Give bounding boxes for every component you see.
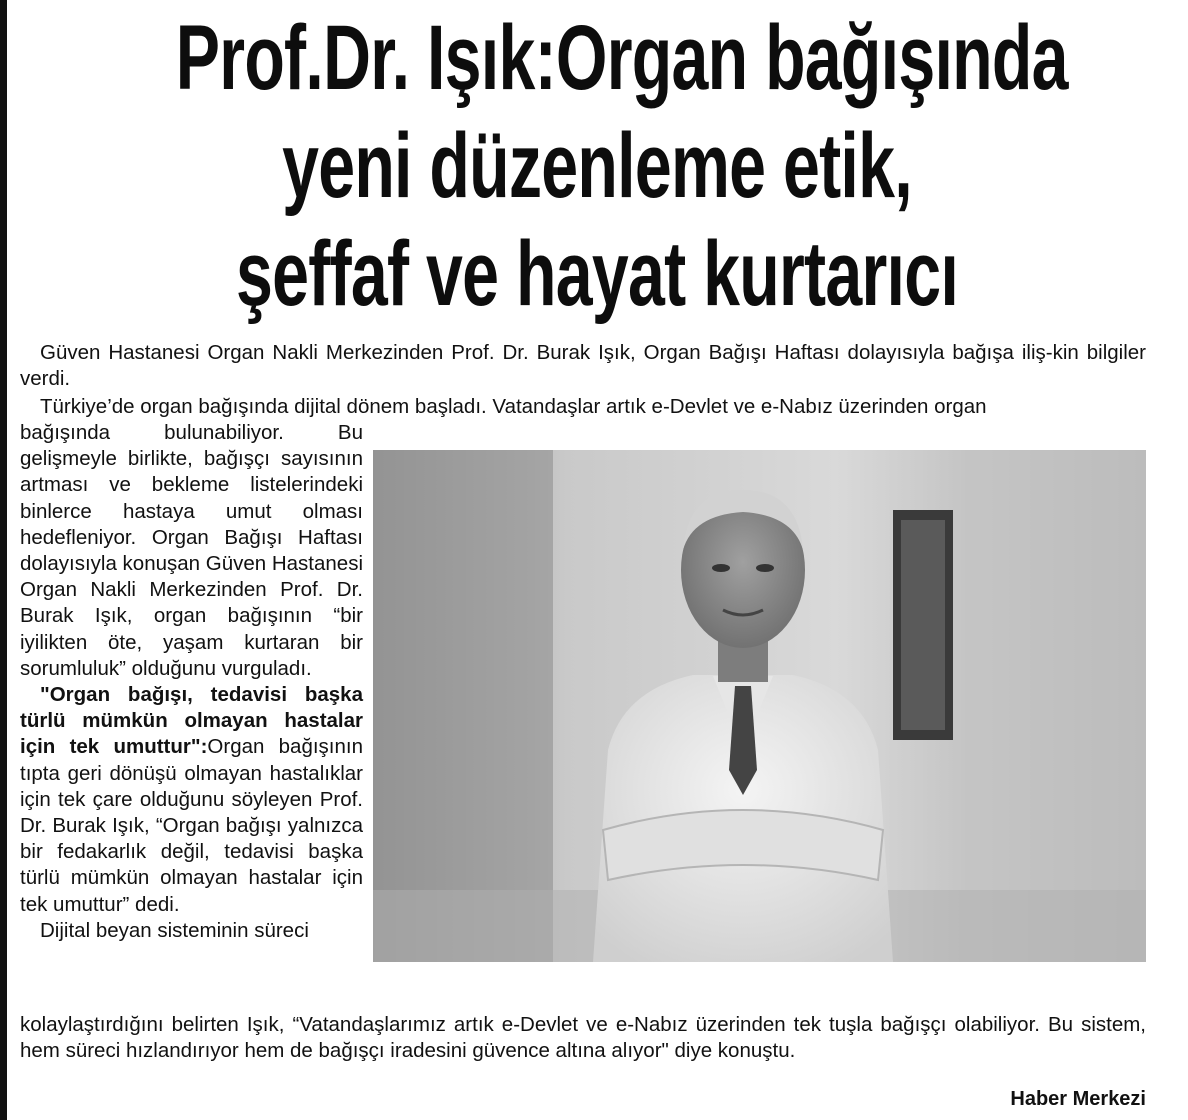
paragraph-1-lead: Türkiye’de organ bağışında dijital dönem başladı. Vatandaşlar artık e-Devlet ve e-Nabız üzerinden organ — [40, 395, 987, 418]
column-text — [20, 420, 363, 944]
headline — [12, 4, 1182, 328]
page-edge-rule — [0, 0, 7, 1120]
doctor-portrait-image — [373, 450, 1146, 962]
paragraph-3-column: Dijital beyan sisteminin süreci — [40, 918, 309, 942]
paragraph-1-column: bağışında bulunabiliyor. Bu gelişmeyle birlikte, bağışçı sayısının artması ve bekleme listelerindeki binlerce hastaya umut olması hedefleniyor. Organ Bağışı Haftası dolayısıyla konuşan Güven Hastanesi Organ Nakli Merkezinden Prof. Dr. Burak Işık, organ bağışının “bir iyilikten öte, yaşam kurtaran bir sorumluluk” olduğunu vurguladı. — [20, 421, 364, 680]
doctor-photo — [373, 450, 1146, 962]
byline: Haber Merkezi — [1010, 1088, 1146, 1110]
paragraph-2: Organ bağışının tıpta geri dönüşü olmayan hastalıklar için tek çare olduğunu söyleyen Prof. Dr. Burak Işık, “Organ bağışı yalnızca bir fedakarlık değil, tedavisi başka türlü mümkün olmayan hastalar için tek umuttur” dedi. — [20, 735, 363, 916]
headline-line-1: Prof.Dr. Işık:Organ bağışında — [175, 7, 1068, 109]
intro-paragraph: Güven Hastanesi Organ Nakli Merkezinden Prof. Dr. Burak Işık, Organ Bağışı Haftası dolayısıyla bağışa iliş-kin bilgiler verdi. — [20, 341, 1146, 390]
headline-line-2: yeni düzenleme etik, — [282, 115, 912, 217]
subheading — [20, 682, 363, 918]
subheading-text: "Organ bağışı, tedavisi başka türlü mümkün olmayan hastalar için tek umuttur": — [20, 683, 363, 759]
paragraph-3-full: kolaylaştırdığını belirten Işık, “Vatandaşlarımız artık e-Devlet ve e-Nabız üzerinden tek tuşla bağışçı olabiliyor. Bu sistem, hem süreci hızlandırıyor hem de bağışçı iradesini güvence altına alıyor" diye konuştu. — [20, 1013, 1146, 1062]
headline-line-3: şeffaf ve hayat kurtarıcı — [235, 223, 959, 325]
